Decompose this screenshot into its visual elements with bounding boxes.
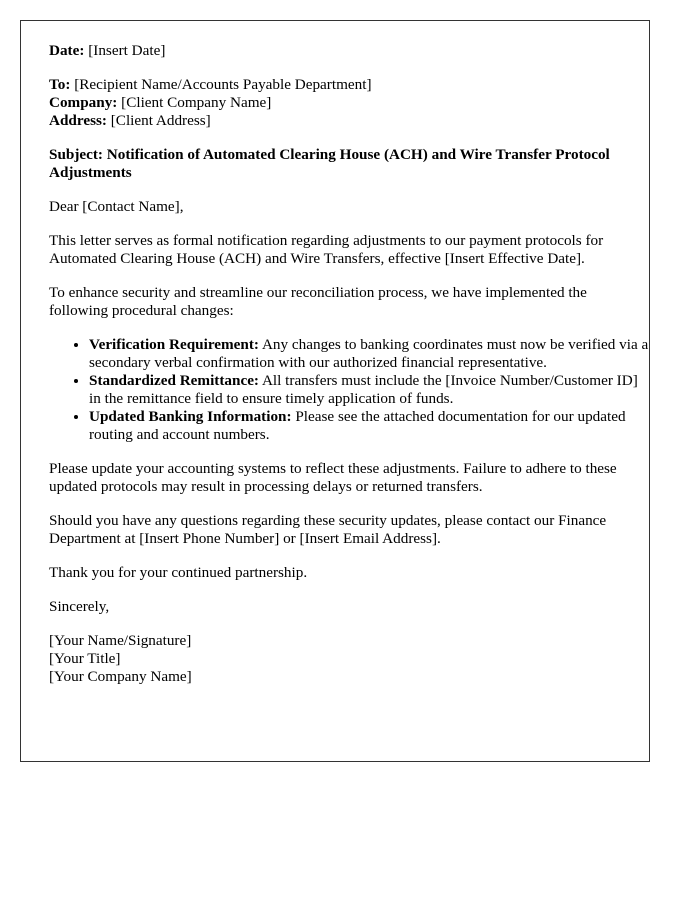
address-label: Address: bbox=[49, 112, 107, 129]
changes-list bbox=[49, 336, 649, 444]
date-value: [Insert Date] bbox=[84, 42, 166, 59]
intro-paragraph: This letter serves as formal notification regarding adjustments to our payment protocols for Automated Clearing House (ACH) and Wire Transfers, effective [Insert Effective Date]. bbox=[49, 232, 604, 267]
change-title: Standardized Remittance: bbox=[89, 372, 259, 389]
company-value: [Client Company Name] bbox=[117, 94, 272, 111]
change-title: Updated Banking Information: bbox=[89, 408, 292, 425]
change-text: All transfers must include the [Invoice Number/Customer ID] in the remittance field to ensure timely application of funds. bbox=[89, 372, 638, 407]
update-request-paragraph: Please update your accounting systems to reflect these adjustments. Failure to adhere to these updated protocols may result in processing delays or returned transfers. bbox=[49, 460, 617, 495]
to-value: [Recipient Name/Accounts Payable Department] bbox=[70, 76, 372, 93]
thanks-paragraph: Thank you for your continued partnership. bbox=[49, 564, 308, 581]
change-text: Any changes to banking coordinates must now be verified via a secondary verbal confirmation with our authorized financial representative. bbox=[89, 336, 649, 371]
to-label: To: bbox=[49, 76, 71, 93]
list-item bbox=[89, 372, 649, 408]
to-line bbox=[49, 76, 649, 94]
date-label: Date: bbox=[49, 42, 85, 59]
list-item bbox=[89, 336, 649, 372]
signature-company: [Your Company Name] bbox=[49, 668, 192, 685]
signature-name: [Your Name/Signature] bbox=[49, 632, 192, 649]
company-line bbox=[49, 94, 649, 112]
closing: Sincerely, bbox=[49, 598, 110, 615]
changes-intro-paragraph: To enhance security and streamline our reconciliation process, we have implemented the following procedural changes: bbox=[49, 284, 587, 319]
letter-document bbox=[20, 20, 650, 762]
date-line bbox=[49, 42, 649, 60]
subject-line: Subject: Notification of Automated Clearing House (ACH) and Wire Transfer Protocol Adjustments bbox=[49, 146, 610, 181]
salutation: Dear [Contact Name], bbox=[49, 198, 184, 215]
letter-header bbox=[49, 42, 649, 130]
company-label: Company: bbox=[49, 94, 118, 111]
address-value: [Client Address] bbox=[106, 112, 211, 129]
signature-title: [Your Title] bbox=[49, 650, 121, 667]
signature-block bbox=[49, 632, 649, 686]
list-item bbox=[89, 408, 649, 444]
change-title: Verification Requirement: bbox=[89, 336, 259, 353]
address-line bbox=[49, 112, 649, 130]
change-text: Please see the attached documentation for our updated routing and account numbers. bbox=[89, 408, 626, 443]
contact-paragraph: Should you have any questions regarding these security updates, please contact our Finance Department at [Insert Phone Number] or [Insert Email Address]. bbox=[49, 512, 607, 547]
